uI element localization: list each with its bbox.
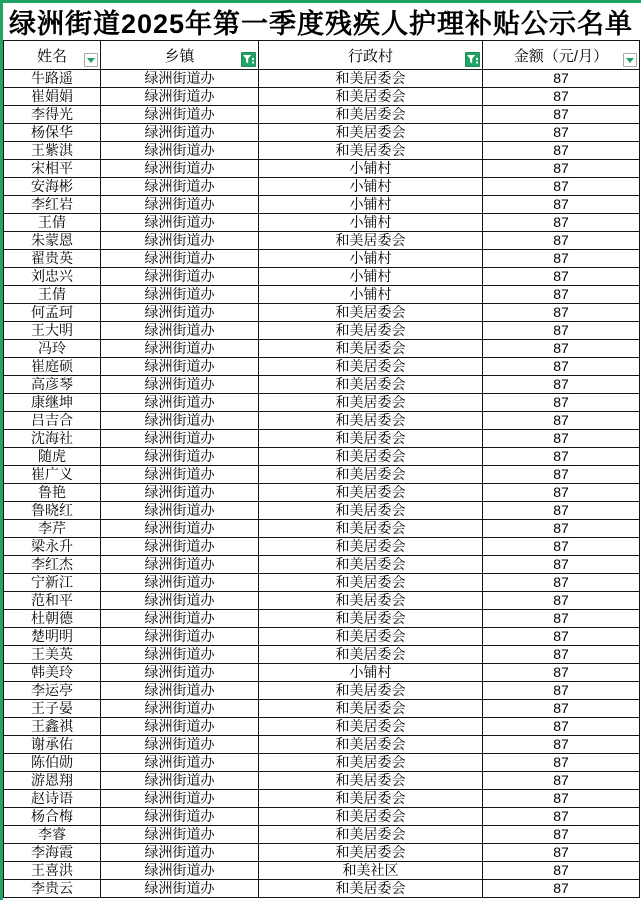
cell-township[interactable]: 绿洲街道办: [101, 502, 259, 520]
table-row: [4, 268, 640, 286]
cell-township[interactable]: 绿洲街道办: [101, 754, 259, 772]
cell-village[interactable]: 和美居委会: [259, 70, 483, 88]
table-row: [4, 466, 640, 484]
cell-name[interactable]: 李芹: [4, 520, 101, 538]
cell-township[interactable]: 绿洲街道办: [101, 736, 259, 754]
cell-township[interactable]: 绿洲街道办: [101, 862, 259, 880]
table-row: [4, 790, 640, 808]
cell-village[interactable]: 小铺村: [259, 178, 483, 196]
cell-name[interactable]: 刘忠兴: [4, 268, 101, 286]
column-header-name: [4, 41, 101, 70]
column-header-amount: [483, 41, 640, 70]
table-row: [4, 736, 640, 754]
cell-township[interactable]: 绿洲街道办: [101, 844, 259, 862]
cell-amount[interactable]: 87: [483, 628, 640, 646]
cell-village[interactable]: 和美居委会: [259, 394, 483, 412]
cell-township[interactable]: 绿洲街道办: [101, 196, 259, 214]
cell-village[interactable]: 和美居委会: [259, 430, 483, 448]
cell-village[interactable]: 和美居委会: [259, 772, 483, 790]
cell-village[interactable]: 和美居委会: [259, 754, 483, 772]
cell-village[interactable]: 和美居委会: [259, 340, 483, 358]
cell-township[interactable]: 绿洲街道办: [101, 682, 259, 700]
table-row: [4, 808, 640, 826]
cell-village[interactable]: 和美居委会: [259, 412, 483, 430]
table-row: [4, 682, 640, 700]
cell-township[interactable]: 绿洲街道办: [101, 880, 259, 898]
cell-amount[interactable]: 87: [483, 124, 640, 142]
cell-township[interactable]: 绿洲街道办: [101, 574, 259, 592]
cell-amount[interactable]: 87: [483, 250, 640, 268]
table-row: [4, 412, 640, 430]
cell-amount[interactable]: 87: [483, 214, 640, 232]
cell-name[interactable]: 韩美玲: [4, 664, 101, 682]
cell-township[interactable]: 绿洲街道办: [101, 538, 259, 556]
column-header-amount-label: 金额（元/月）: [513, 47, 609, 65]
cell-village[interactable]: 小铺村: [259, 214, 483, 232]
column-header-village: [259, 41, 483, 70]
cell-name[interactable]: 翟贵英: [4, 250, 101, 268]
cell-name[interactable]: 李红杰: [4, 556, 101, 574]
cell-township[interactable]: 绿洲街道办: [101, 610, 259, 628]
filter-dropdown-icon[interactable]: [623, 53, 637, 67]
table-row: [4, 250, 640, 268]
cell-village[interactable]: 小铺村: [259, 286, 483, 304]
cell-name[interactable]: 李红岩: [4, 196, 101, 214]
cell-name[interactable]: 梁永升: [4, 538, 101, 556]
cell-township[interactable]: 绿洲街道办: [101, 358, 259, 376]
cell-name[interactable]: 李海霞: [4, 844, 101, 862]
cell-township[interactable]: 绿洲街道办: [101, 322, 259, 340]
table-row: [4, 592, 640, 610]
cell-township[interactable]: 绿洲街道办: [101, 484, 259, 502]
cell-amount[interactable]: 87: [483, 610, 640, 628]
cell-village[interactable]: 小铺村: [259, 196, 483, 214]
cell-township[interactable]: 绿洲街道办: [101, 178, 259, 196]
table-row: [4, 304, 640, 322]
table-row: [4, 214, 640, 232]
cell-village[interactable]: 和美居委会: [259, 358, 483, 376]
cell-village[interactable]: 和美居委会: [259, 646, 483, 664]
column-header-township-label: 乡镇: [164, 47, 195, 65]
table-body: [4, 70, 640, 898]
table-row: [4, 484, 640, 502]
cell-name[interactable]: 朱蒙恩: [4, 232, 101, 250]
chevron-down-icon: [626, 58, 634, 63]
cell-name[interactable]: 王倩: [4, 286, 101, 304]
table-row: [4, 286, 640, 304]
table-row: [4, 196, 640, 214]
cell-name[interactable]: 陈伯勋: [4, 754, 101, 772]
cell-village[interactable]: 和美居委会: [259, 610, 483, 628]
cell-village[interactable]: 小铺村: [259, 664, 483, 682]
cell-village[interactable]: 和美居委会: [259, 124, 483, 142]
cell-township[interactable]: 绿洲街道办: [101, 214, 259, 232]
cell-amount[interactable]: 87: [483, 88, 640, 106]
table-row: [4, 574, 640, 592]
cell-village[interactable]: 和美居委会: [259, 682, 483, 700]
column-header-village-label: 行政村: [347, 47, 393, 65]
table-row: [4, 646, 640, 664]
table-row: [4, 610, 640, 628]
cell-village[interactable]: 和美居委会: [259, 232, 483, 250]
page-title: 绿洲街道2025年第一季度残疾人护理补贴公示名单: [8, 9, 634, 39]
table-row: [4, 376, 640, 394]
cell-name[interactable]: 杜朝德: [4, 610, 101, 628]
cell-village[interactable]: 和美居委会: [259, 700, 483, 718]
cell-amount[interactable]: 87: [483, 718, 640, 736]
table-row: [4, 70, 640, 88]
cell-village[interactable]: 小铺村: [259, 268, 483, 286]
cell-amount[interactable]: 87: [483, 754, 640, 772]
cell-amount[interactable]: 87: [483, 646, 640, 664]
cell-township[interactable]: 绿洲街道办: [101, 304, 259, 322]
table-row: [4, 448, 640, 466]
cell-township[interactable]: 绿洲街道办: [101, 70, 259, 88]
cell-township[interactable]: 绿洲街道办: [101, 394, 259, 412]
cell-name[interactable]: 游恩翔: [4, 772, 101, 790]
table-row: [4, 880, 640, 898]
cell-name[interactable]: 李贵云: [4, 880, 101, 898]
cell-village[interactable]: 和美居委会: [259, 718, 483, 736]
table-row: [4, 232, 640, 250]
cell-amount[interactable]: 87: [483, 394, 640, 412]
cell-name[interactable]: 沈海社: [4, 430, 101, 448]
cell-amount[interactable]: 87: [483, 538, 640, 556]
table-row: [4, 628, 640, 646]
chevron-down-icon: [87, 58, 95, 63]
cell-village[interactable]: 和美居委会: [259, 574, 483, 592]
cell-amount[interactable]: 87: [483, 268, 640, 286]
table-row: [4, 718, 640, 736]
cell-amount[interactable]: 87: [483, 322, 640, 340]
cell-village[interactable]: 和美居委会: [259, 502, 483, 520]
cell-village[interactable]: 和美居委会: [259, 88, 483, 106]
filter-applied-icon[interactable]: [465, 52, 480, 67]
table-row: [4, 394, 640, 412]
subsidy-table: [3, 40, 640, 898]
cell-name[interactable]: 王倩: [4, 214, 101, 232]
cell-name[interactable]: 冯玲: [4, 340, 101, 358]
cell-village[interactable]: 和美居委会: [259, 628, 483, 646]
cell-township[interactable]: 绿洲街道办: [101, 106, 259, 124]
cell-village[interactable]: 小铺村: [259, 250, 483, 268]
cell-name[interactable]: 鲁艳: [4, 484, 101, 502]
cell-township[interactable]: 绿洲街道办: [101, 646, 259, 664]
cell-township[interactable]: 绿洲街道办: [101, 718, 259, 736]
cell-township[interactable]: 绿洲街道办: [101, 412, 259, 430]
table-row: [4, 430, 640, 448]
cell-name[interactable]: 杨合梅: [4, 808, 101, 826]
cell-name[interactable]: 杨保华: [4, 124, 101, 142]
cell-name[interactable]: 宁新江: [4, 574, 101, 592]
cell-township[interactable]: 绿洲街道办: [101, 664, 259, 682]
cell-name[interactable]: 高彦琴: [4, 376, 101, 394]
cell-township[interactable]: 绿洲街道办: [101, 772, 259, 790]
filter-dropdown-icon[interactable]: [84, 53, 98, 67]
cell-amount[interactable]: 87: [483, 448, 640, 466]
cell-amount[interactable]: 87: [483, 556, 640, 574]
table-row: [4, 772, 640, 790]
cell-village[interactable]: 和美居委会: [259, 556, 483, 574]
cell-name[interactable]: 李睿: [4, 826, 101, 844]
cell-amount[interactable]: 87: [483, 520, 640, 538]
cell-amount[interactable]: 87: [483, 790, 640, 808]
cell-village[interactable]: 和美居委会: [259, 304, 483, 322]
cell-township[interactable]: 绿洲街道办: [101, 340, 259, 358]
cell-name[interactable]: 安海彬: [4, 178, 101, 196]
cell-village[interactable]: 和美居委会: [259, 520, 483, 538]
cell-name[interactable]: 李运亭: [4, 682, 101, 700]
cell-township[interactable]: 绿洲街道办: [101, 430, 259, 448]
cell-name[interactable]: 王子晏: [4, 700, 101, 718]
cell-township[interactable]: 绿洲街道办: [101, 268, 259, 286]
table-row: [4, 340, 640, 358]
cell-amount[interactable]: 87: [483, 664, 640, 682]
cell-township[interactable]: 绿洲街道办: [101, 376, 259, 394]
cell-amount[interactable]: 87: [483, 106, 640, 124]
table-row: [4, 538, 640, 556]
cell-township[interactable]: 绿洲街道办: [101, 124, 259, 142]
table-row: [4, 142, 640, 160]
table-row: [4, 358, 640, 376]
cell-village[interactable]: 和美居委会: [259, 736, 483, 754]
cell-township[interactable]: 绿洲街道办: [101, 466, 259, 484]
cell-amount[interactable]: 87: [483, 196, 640, 214]
table-row: [4, 862, 640, 880]
cell-name[interactable]: 王大明: [4, 322, 101, 340]
cell-amount[interactable]: 87: [483, 502, 640, 520]
cell-amount[interactable]: 87: [483, 682, 640, 700]
table-row: [4, 844, 640, 862]
cell-amount[interactable]: 87: [483, 70, 640, 88]
cell-village[interactable]: 和美社区: [259, 862, 483, 880]
cell-village[interactable]: 和美居委会: [259, 880, 483, 898]
cell-amount[interactable]: 87: [483, 178, 640, 196]
cell-name[interactable]: 牛路遥: [4, 70, 101, 88]
cell-village[interactable]: 和美居委会: [259, 376, 483, 394]
cell-name[interactable]: 王喜洪: [4, 862, 101, 880]
cell-amount[interactable]: 87: [483, 574, 640, 592]
cell-township[interactable]: 绿洲街道办: [101, 808, 259, 826]
cell-amount[interactable]: 87: [483, 844, 640, 862]
cell-name[interactable]: 赵诗语: [4, 790, 101, 808]
cell-township[interactable]: 绿洲街道办: [101, 628, 259, 646]
cell-township[interactable]: 绿洲街道办: [101, 790, 259, 808]
filter-applied-icon[interactable]: [241, 52, 256, 67]
cell-name[interactable]: 王美英: [4, 646, 101, 664]
cell-amount[interactable]: 87: [483, 358, 640, 376]
cell-township[interactable]: 绿洲街道办: [101, 556, 259, 574]
cell-amount[interactable]: 87: [483, 484, 640, 502]
cell-amount[interactable]: 87: [483, 592, 640, 610]
table-row: [4, 754, 640, 772]
column-header-name-label: 姓名: [36, 47, 67, 65]
cell-township[interactable]: 绿洲街道办: [101, 286, 259, 304]
table-row: [4, 160, 640, 178]
cell-name[interactable]: 李得光: [4, 106, 101, 124]
table-row: [4, 556, 640, 574]
cell-amount[interactable]: 87: [483, 304, 640, 322]
cell-township[interactable]: 绿洲街道办: [101, 88, 259, 106]
table-row: [4, 178, 640, 196]
cell-amount[interactable]: 87: [483, 808, 640, 826]
cell-village[interactable]: 和美居委会: [259, 484, 483, 502]
table-row: [4, 106, 640, 124]
cell-amount[interactable]: 87: [483, 160, 640, 178]
table-row: [4, 88, 640, 106]
cell-village[interactable]: 和美居委会: [259, 106, 483, 124]
table-row: [4, 520, 640, 538]
table-row: [4, 664, 640, 682]
cell-name[interactable]: 崔娟娟: [4, 88, 101, 106]
cell-name[interactable]: 宋相平: [4, 160, 101, 178]
cell-township[interactable]: 绿洲街道办: [101, 520, 259, 538]
table-row: [4, 700, 640, 718]
cell-amount[interactable]: 87: [483, 232, 640, 250]
table-row: [4, 124, 640, 142]
cell-amount[interactable]: 87: [483, 142, 640, 160]
cell-amount[interactable]: 87: [483, 340, 640, 358]
cell-village[interactable]: 和美居委会: [259, 808, 483, 826]
cell-amount[interactable]: 87: [483, 736, 640, 754]
cell-amount[interactable]: 87: [483, 700, 640, 718]
table-row: [4, 322, 640, 340]
cell-village[interactable]: 和美居委会: [259, 790, 483, 808]
cell-village[interactable]: 和美居委会: [259, 844, 483, 862]
cell-village[interactable]: 和美居委会: [259, 592, 483, 610]
cell-name[interactable]: 范和平: [4, 592, 101, 610]
cell-village[interactable]: 和美居委会: [259, 448, 483, 466]
cell-name[interactable]: 吕吉合: [4, 412, 101, 430]
cell-township[interactable]: 绿洲街道办: [101, 142, 259, 160]
cell-amount[interactable]: 87: [483, 466, 640, 484]
table-row: [4, 502, 640, 520]
cell-village[interactable]: 和美居委会: [259, 322, 483, 340]
cell-township[interactable]: 绿洲街道办: [101, 826, 259, 844]
cell-amount[interactable]: 87: [483, 826, 640, 844]
cell-name[interactable]: 崔庭硕: [4, 358, 101, 376]
cell-name[interactable]: 谢承佑: [4, 736, 101, 754]
cell-name[interactable]: 王紫淇: [4, 142, 101, 160]
cell-village[interactable]: 和美居委会: [259, 466, 483, 484]
column-header-township: [101, 41, 259, 70]
table-row: [4, 826, 640, 844]
header-row: [4, 41, 640, 70]
cell-name[interactable]: 何孟珂: [4, 304, 101, 322]
cell-name[interactable]: 王鑫祺: [4, 718, 101, 736]
cell-name[interactable]: 康继坤: [4, 394, 101, 412]
cell-village[interactable]: 小铺村: [259, 160, 483, 178]
cell-township[interactable]: 绿洲街道办: [101, 700, 259, 718]
cell-amount[interactable]: 87: [483, 772, 640, 790]
cell-amount[interactable]: 87: [483, 286, 640, 304]
cell-amount[interactable]: 87: [483, 880, 640, 898]
cell-name[interactable]: 楚明明: [4, 628, 101, 646]
cell-village[interactable]: 和美居委会: [259, 538, 483, 556]
cell-name[interactable]: 鲁晓红: [4, 502, 101, 520]
cell-amount[interactable]: 87: [483, 862, 640, 880]
cell-township[interactable]: 绿洲街道办: [101, 448, 259, 466]
cell-township[interactable]: 绿洲街道办: [101, 592, 259, 610]
cell-amount[interactable]: 87: [483, 412, 640, 430]
funnel-icon: [242, 53, 255, 66]
cell-township[interactable]: 绿洲街道办: [101, 250, 259, 268]
funnel-icon: [466, 53, 479, 66]
cell-village[interactable]: 和美居委会: [259, 826, 483, 844]
cell-village[interactable]: 和美居委会: [259, 142, 483, 160]
cell-amount[interactable]: 87: [483, 430, 640, 448]
cell-township[interactable]: 绿洲街道办: [101, 160, 259, 178]
cell-name[interactable]: 随虎: [4, 448, 101, 466]
cell-name[interactable]: 崔广义: [4, 466, 101, 484]
cell-amount[interactable]: 87: [483, 376, 640, 394]
cell-township[interactable]: 绿洲街道办: [101, 232, 259, 250]
